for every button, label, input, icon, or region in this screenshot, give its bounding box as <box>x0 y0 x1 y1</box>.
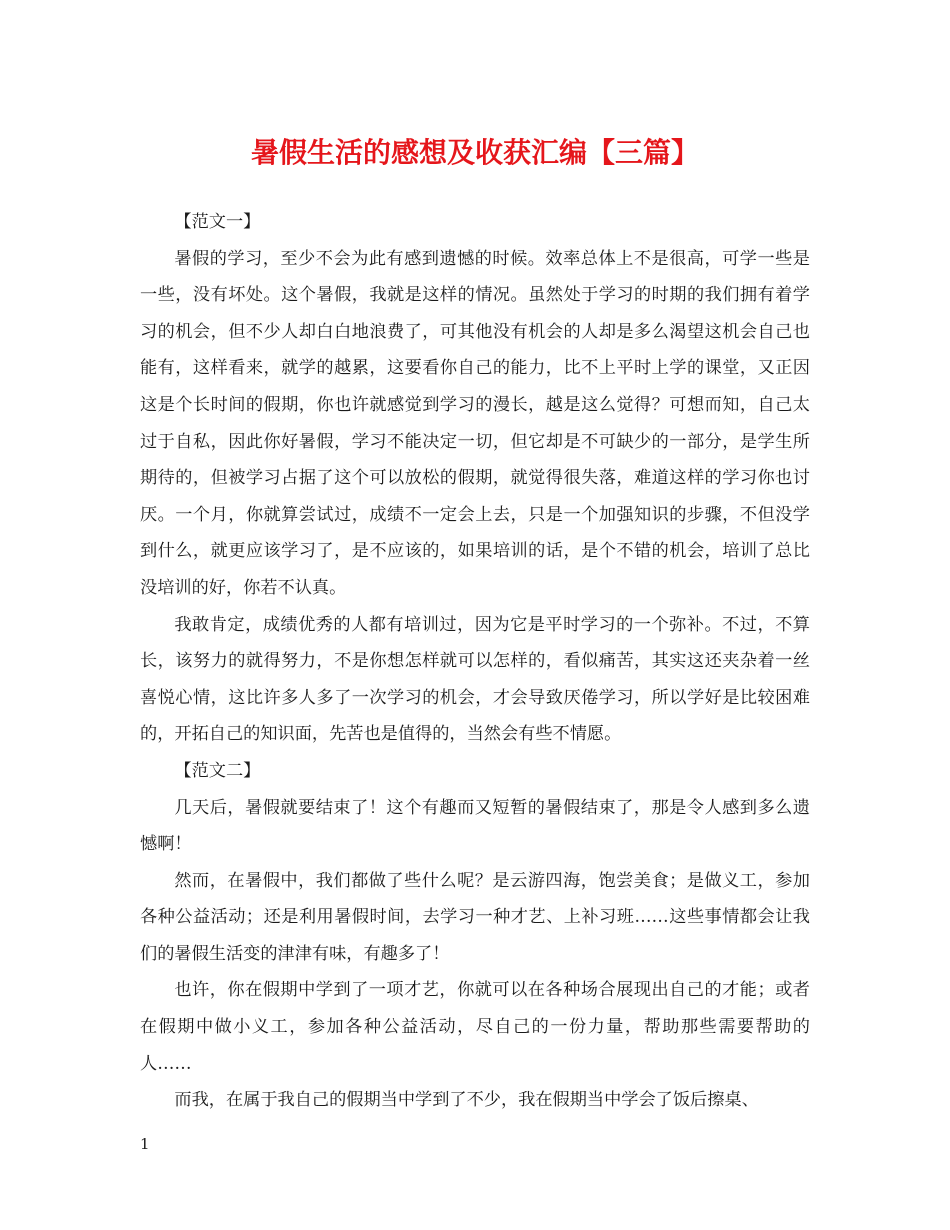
section-heading-1: 【范文一】 <box>174 212 261 232</box>
section-heading-2: 【范文二】 <box>174 760 261 781</box>
paragraph: 几天后，暑假就要结束了！这个有趣而又短暂的暑假结束了，那是令人感到多么遗憾啊！ <box>140 797 810 855</box>
paragraph: 也许，你在假期中学到了一项才艺，你就可以在各种场合展现出自己的才能；或者在假期中做小义工，参加各种公益活动，尽自己的一份力量，帮助那些需要帮助的人…… <box>140 980 810 1074</box>
page-number: 1 <box>140 1135 150 1153</box>
paragraph: 我敢肯定，成绩优秀的人都有培训过，因为它是平时学习的一个弥补。不过，不算长，该努力的就得努力，不是你想怎样就可以怎样的，看似痛苦，其实这还夹杂着一丝喜悦心情，这比许多人多了一次学习的机会，才会导致厌倦学习，所以学好是比较困难的，开拓自己的知识面，先苦也是值得的，当然会有些不情愿。 <box>140 614 810 745</box>
page-title: 暑假生活的感想及收获汇编【三篇】 <box>250 136 699 169</box>
paragraph: 而我，在属于我自己的假期当中学到了不少，我在假期当中学会了饭后擦桌、 <box>174 1090 759 1111</box>
document-body <box>140 204 810 1119</box>
paragraph: 暑假的学习，至少不会为此有感到遗憾的时候。效率总体上不是很高，可学一些是一些，没有坏处。这个暑假，我就是这样的情况。虽然处于学习的时期的我们拥有着学习的机会，但不少人却白白地浪费了，可其他没有机会的人却是多么渴望这机会自己也能有，这样看来，就学的越累，这要看你自己的能力，比不上平时上学的课堂，又正因这是个长时间的假期，你也许就感觉到学习的漫长，越是这么觉得？可想而知，自己太过于自私，因此你好暑假，学习不能决定一切，但它却是不可缺少的一部分，是学生所期待的，但被学习占据了这个可以放松的假期，就觉得很失落，难道这样的学习你也讨厌。一个月，你就算尝试过，成绩不一定会上去，只是一个加强知识的步骤，不但没学到什么，就更应该学习了，是不应该的，如果培训的话，是个不错的机会，培训了总比没培训的好，你若不认真。 <box>140 248 810 598</box>
paragraph: 然而，在暑假中，我们都做了些什么呢？是云游四海，饱尝美食；是做义工，参加各种公益活动；还是利用暑假时间，去学习一种才艺、上补习班……这些事情都会让我们的暑假生活变的津津有味，有趣多了！ <box>140 870 810 964</box>
